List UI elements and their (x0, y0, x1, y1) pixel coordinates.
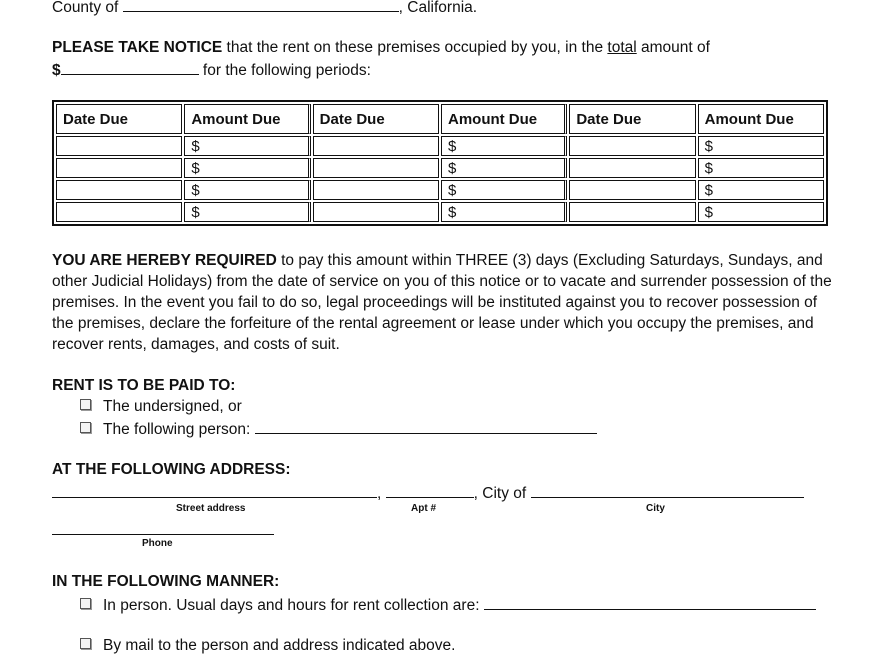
payee-person-blank[interactable] (255, 419, 597, 434)
requirement-lead: YOU ARE HEREBY REQUIRED (52, 252, 277, 269)
requirement-text: to pay this amount within THREE (3) days (Excluding Saturdays, Sundays, and other Judicial Holidays) from the date of service on you of this notice or to vacate and surrender possession of the premises. In the event you fail to do so, legal proceedings will be instituted against you to recover possession of the premises, declare the forfeiture of the rental agreement or lease under which you occupy the premises, and recover rents, damages, and costs of suit. (52, 252, 832, 353)
date-due-cell[interactable] (56, 136, 182, 156)
phone-line (52, 520, 274, 540)
col-header: Amount Due (184, 104, 310, 134)
address-heading: AT THE FOLLOWING ADDRESS: (52, 461, 291, 478)
total-amount-blank[interactable] (61, 60, 199, 75)
date-due-cell[interactable] (56, 180, 182, 200)
notice-line-1 (52, 39, 710, 57)
date-due-cell[interactable] (313, 136, 439, 156)
manner-heading: IN THE FOLLOWING MANNER: (52, 573, 280, 590)
option-label: By mail to the person and address indicated above. (103, 637, 456, 654)
amount-due-cell[interactable]: $ (441, 180, 567, 200)
city-blank[interactable] (531, 483, 804, 498)
table-header-row (56, 104, 824, 134)
dollar-sign: $ (52, 62, 61, 79)
collection-hours-blank[interactable] (484, 595, 816, 610)
payee-option-undersigned[interactable] (80, 398, 242, 416)
periods-text: for the following periods: (198, 62, 371, 79)
amount-due-cell[interactable]: $ (698, 136, 824, 156)
city-caption: City (646, 503, 665, 514)
date-due-cell[interactable] (56, 202, 182, 222)
amount-due-cell[interactable]: $ (698, 180, 824, 200)
col-header: Date Due (569, 104, 695, 134)
table-row (56, 202, 824, 222)
checkbox[interactable] (80, 638, 91, 649)
county-blank[interactable] (123, 0, 399, 12)
option-label: The following person: (103, 421, 251, 438)
table-row (56, 180, 824, 200)
notice-total-word: total (607, 39, 637, 56)
checkbox[interactable] (80, 399, 91, 410)
city-of-label: City of (482, 485, 527, 502)
date-due-cell[interactable] (313, 180, 439, 200)
notice-text-2: amount of (636, 39, 710, 56)
address-line: , , City of (52, 483, 804, 503)
manner-option-mail[interactable] (80, 637, 455, 655)
amount-due-cell[interactable]: $ (184, 180, 310, 200)
notice-text-1: that the rent on these premises occupied by you, in the (222, 39, 608, 56)
payee-option-person[interactable] (80, 419, 597, 439)
amount-due-cell[interactable]: $ (698, 202, 824, 222)
checkbox[interactable] (80, 422, 91, 433)
amount-due-cell[interactable]: $ (184, 158, 310, 178)
phone-blank[interactable] (52, 520, 274, 535)
date-due-cell[interactable] (569, 202, 695, 222)
col-header: Amount Due (441, 104, 567, 134)
amount-due-cell[interactable]: $ (441, 136, 567, 156)
notice-line-2 (52, 60, 371, 80)
street-address-blank[interactable] (52, 483, 377, 498)
amount-due-cell[interactable]: $ (698, 158, 824, 178)
table-row (56, 136, 824, 156)
phone-caption: Phone (142, 538, 173, 549)
amount-due-cell[interactable]: $ (184, 202, 310, 222)
manner-option-in-person[interactable] (80, 595, 816, 615)
rent-schedule-table (52, 100, 828, 226)
requirement-paragraph (52, 250, 842, 355)
checkbox[interactable] (80, 598, 91, 609)
notice-lead: PLEASE TAKE NOTICE (52, 39, 223, 56)
table-row (56, 158, 824, 178)
date-due-cell[interactable] (313, 202, 439, 222)
date-due-cell[interactable] (569, 180, 695, 200)
amount-due-cell[interactable]: $ (184, 136, 310, 156)
county-suffix: , California. (398, 0, 478, 16)
option-label: In person. Usual days and hours for rent collection are: (103, 597, 480, 614)
date-due-cell[interactable] (569, 136, 695, 156)
amount-due-cell[interactable]: $ (441, 158, 567, 178)
county-line (52, 0, 477, 17)
date-due-cell[interactable] (313, 158, 439, 178)
amount-due-cell[interactable]: $ (441, 202, 567, 222)
col-header: Amount Due (698, 104, 824, 134)
col-header: Date Due (56, 104, 182, 134)
apt-caption: Apt # (411, 503, 436, 514)
date-due-cell[interactable] (569, 158, 695, 178)
col-header: Date Due (313, 104, 439, 134)
county-label: County of (52, 0, 119, 16)
payee-heading: RENT IS TO BE PAID TO: (52, 377, 236, 394)
date-due-cell[interactable] (56, 158, 182, 178)
option-label: The undersigned, or (103, 398, 242, 415)
apt-blank[interactable] (386, 483, 474, 498)
street-address-caption: Street address (176, 503, 246, 514)
